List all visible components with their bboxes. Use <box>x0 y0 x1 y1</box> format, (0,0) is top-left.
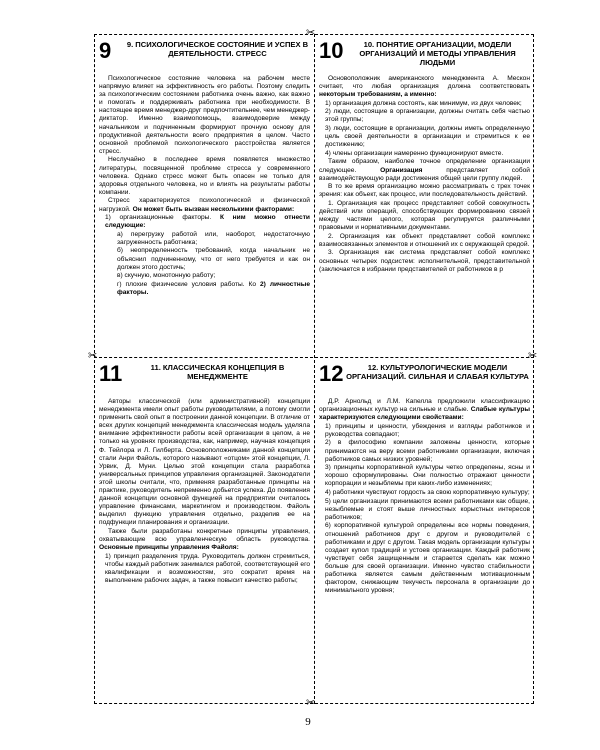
paragraph <box>99 156 310 196</box>
paragraph-bold: Основные принципы управления Файоля: <box>99 544 239 552</box>
paragraph <box>99 553 310 585</box>
paragraph <box>319 125 530 149</box>
scissors-icon: ✂ <box>528 350 538 362</box>
paragraph-text: 1) принцип разделения труда. Руководитель должен стремиться, чтобы каждый работник занимался работой, соответствующей его квалификации и возможностям, это сократит время на выполнение рабочих задач, а также повысит качество работы; <box>105 552 310 585</box>
card-9 <box>99 38 310 354</box>
paragraph <box>99 214 310 230</box>
paragraph <box>99 231 310 247</box>
paragraph-text: Неслучайно в последнее время появляется множество литературы, посвященной проблеме стресса у современного человека. Однако стресс может быть опасен не только для здоровья отдельного человека, но и влиять на результаты работы компании. <box>99 156 310 196</box>
card-number: 9 <box>99 38 112 63</box>
scissors-icon: ✂ <box>306 697 316 709</box>
paragraph-text: 1) принципы и ценности, убеждения и взгляды работников и руководства совпадают; <box>325 422 530 438</box>
paragraph <box>319 200 530 232</box>
paragraph-text: 2) в философию компании заложены ценности, которые принимаются на веру всеми работниками организации, включая работников самых низких уровней; <box>325 439 530 463</box>
card-title: 9. ПСИХОЛОГИЧЕСКОЕ СОСТОЯНИЕ И УСПЕХ В ДЕЯТЕЛЬНОСТИ. СТРЕСС <box>126 40 309 58</box>
paragraph <box>319 108 530 124</box>
paragraph <box>319 522 530 595</box>
card-body <box>99 398 310 585</box>
paragraph <box>319 158 530 182</box>
paragraph-tail: представляет собой взаимодействующую ради достижения общей цели группу людей. <box>319 166 530 182</box>
card-10 <box>319 38 530 354</box>
paragraph <box>319 249 530 273</box>
paragraph <box>99 398 310 528</box>
paragraph-text: 3. Организация как система представляет собой комплекс основных четырех подсистем: исполнительной, представительной (заключается в избрании представителей от работников в р <box>319 249 530 273</box>
paragraph-text: г) плохие физические условия работы. Ко <box>117 280 257 288</box>
paragraph <box>319 398 530 422</box>
card-number: 10 <box>319 38 344 63</box>
paragraph-text: 3) люди, состоящие в организации, должны иметь определенную цель своей деятельности в организации и стремиться к ее достижению; <box>325 125 530 149</box>
paragraph-text: 6) корпоративной культурой определены все нормы поведения, отношений работников друг с другом и руководителей с работниками и друг с другом. Такая модель организации культуры создает купол традиций и устоев организации. Каждый работник чувствует себя защищенным и старается сделать как можно больше для своей организации. Именно чувство стабильности работника является самым действенным мотивационным фактором, снижающим текучесть персонала в организации до минимального уровня; <box>325 522 530 595</box>
paragraph-text: б) неопределенность требований, когда начальник не объяснил подчиненному, что от него требуется и как он должен этого достичь; <box>117 247 310 271</box>
paragraph-text: 5) цели организации принимаются всеми работниками как общие, незыблемые и стоят выше личностных корыстных интересов работников; <box>325 497 530 521</box>
paragraph-text: В то же время организацию можно рассматривать с трех точек зрения: как объект, как процесс, или последовательность действий. <box>319 183 530 199</box>
card-title: 11. КЛАССИЧЕСКАЯ КОНЦЕПЦИЯ В МЕНЕДЖМЕНТЕ <box>150 363 285 381</box>
paragraph-text: а) перегрузку работой или, наоборот, недостаточную загруженность работника; <box>117 230 310 246</box>
paragraph <box>319 498 530 522</box>
paragraph <box>319 150 530 158</box>
card-title: 10. ПОНЯТИЕ ОРГАНИЗАЦИИ, МОДЕЛИ ОРГАНИЗАЦИЙ И МЕТОДЫ УПРАВЛЕНИЯ ЛЮДЬМИ <box>359 40 516 67</box>
paragraph <box>319 439 530 463</box>
paragraph-text: 4) работники чувствуют гордость за свою корпоративную культуру; <box>325 489 530 497</box>
card-number: 11 <box>99 361 123 386</box>
card-title: 12. КУЛЬТУРОЛОГИЧЕСКИЕ МОДЕЛИ ОРГАНИЗАЦИЙ. СИЛЬНАЯ И СЛАБАЯ КУЛЬТУРА <box>346 363 529 381</box>
card-11 <box>99 361 310 701</box>
paragraph-text: 2) люди, состоящие в организации, должны считать себя частью этой группы; <box>325 108 530 124</box>
horizontal-cut-line <box>94 357 534 358</box>
card-12 <box>319 361 530 701</box>
page-number: 9 <box>305 716 311 728</box>
paragraph <box>99 528 310 552</box>
paragraph-text: 1) организация должна состоять, как минимум, из двух человек; <box>325 99 522 107</box>
paragraph <box>319 75 530 99</box>
paragraph-text: Авторы классической (или административной) концепции менеджмента имели опыт работы руководителями, а потому смогли применить свой опыт в построении данной концепции. В отличие от всех других концепций менеджмента классическая модель уделяла внимание эффективности работы всей организации в целом, а не только на уровнях производства, как, например, научная концепция Ф. Тейлора и Л. Гилберта. Основоположниками данной концепции стали Анри Файоль, которого называют «отцом» этой концепции, Л. Урвик, Д. Муни. Целью этой концепции стала разработка универсальных принципов управления организацией. Законодатели этой школы считали, что, применяя разработанные принципы на практике, руководитель непременно добьется успеха. До появления данной концепции основной функцией на предприятии считалось управление финансами, маркетингом и производством. Файоль выделил функцию управления отдельно, разделив ее на подфункции планирования и организации. <box>99 398 310 527</box>
paragraph-text: Основоположник американского менеджмента А. Мескон считает, что любая организация должна соответствовать <box>319 75 530 91</box>
paragraph <box>99 247 310 271</box>
card-body <box>319 398 530 595</box>
scissors-icon: ✂ <box>306 27 316 39</box>
paragraph <box>319 100 530 108</box>
paragraph <box>319 183 530 199</box>
paragraph-bold: Организация <box>380 166 423 174</box>
scissors-icon: ✂ <box>88 350 98 362</box>
paragraph <box>99 281 310 297</box>
paragraph <box>319 464 530 488</box>
paragraph-text: 3) принципы корпоративной культуры четко определены, ясны и хорошо сформулированы. Они полностью отражают ценности корпорации и незыблемы при каких-либо изменениях; <box>325 464 530 488</box>
paragraph-text: в) скучную, монотонную работу; <box>117 272 216 280</box>
card-body <box>99 75 310 297</box>
paragraph-bold: Он может быть вызван несколькими факторами: <box>132 205 295 213</box>
paragraph <box>319 423 530 439</box>
paragraph-text: Стресс характеризуется психологической и физической нагрузкой. <box>99 197 310 213</box>
paragraph-text: Д.Р. Арнольд и Л.М. Капелла предложили классификацию организационных культур на сильные и слабые. <box>319 398 530 414</box>
paragraph-text: 1) организационные факторы. <box>105 214 212 222</box>
paragraph-text: 4) члены организации намеренно функционируют вместе. <box>325 149 504 157</box>
paragraph-bold: К ним можно отнести следующие: <box>105 214 310 230</box>
card-body <box>319 75 530 274</box>
vertical-cut-line <box>314 34 315 704</box>
paragraph-bold: 2) личностные факторы. <box>117 280 310 296</box>
paragraph-bold: некоторым требованиям, а именно: <box>319 91 437 99</box>
paragraph <box>319 489 530 497</box>
paragraph-text: 1. Организация как процесс представляет собой совокупность действий или операций, способствующих формированию связей между частями целого, которая регулируется различными правовыми и нормативными документами. <box>319 199 530 232</box>
paragraph <box>99 272 310 280</box>
paragraph <box>99 197 310 213</box>
paragraph <box>99 75 310 156</box>
paragraph-text: Таким образом, наиболее точное определение организации следующее. <box>319 158 530 174</box>
paragraph <box>319 233 530 249</box>
paragraph-text: Также были разработаны конкретные принципы управления, охватывающие всю управленческую область руководства. <box>99 528 310 544</box>
card-number: 12 <box>319 361 344 386</box>
paragraph-bold: Слабые культуры характеризуются следующими свойствами: <box>319 406 530 422</box>
paragraph-text: Психологическое состояние человека на рабочем месте напрямую влияет на эффективность его работы. Поэтому следить за психологическим состоянием работника очень важно, как важно и помогать и поддерживать работника при необходимости. В настоящее время менеджер-друг предпочтительнее, чем менеджер-диктатор. Именно взаимопомощь, взаимодоверие между начальником и подчиненным формируют прочную основу для продуктивной деятельности всего предприятия в целом. Часто основной проблемой психологического расстройства является стресс. <box>99 75 310 155</box>
paragraph-text: 2. Организация как объект представляет собой комплекс взаимосвязанных элементов и отношений их с окружающей средой. <box>319 232 530 248</box>
